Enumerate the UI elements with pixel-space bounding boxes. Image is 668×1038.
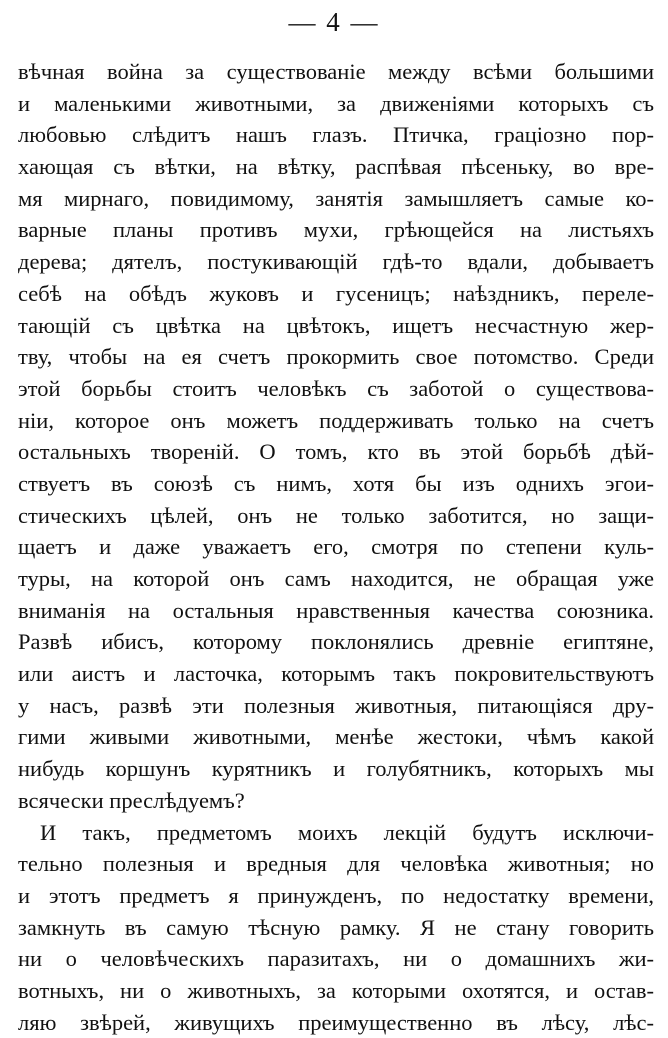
paragraph-1 xyxy=(18,56,654,817)
text-line: всячески преслѣдуемъ? xyxy=(18,785,654,817)
text-line: нибудь коршунъ курятникъ и голубятникъ, которыхъ мы xyxy=(18,753,654,785)
text-line: тельно полезныя и вредныя для человѣка животныя; но xyxy=(18,848,654,880)
text-line: хающая съ вѣтки, на вѣтку, распѣвая пѣсеньку, во вре- xyxy=(18,151,654,183)
text-line: тающій съ цвѣтка на цвѣтокъ, ищетъ несчастную жер- xyxy=(18,310,654,342)
text-line: вниманія на остальныя нравственныя качества союзника. xyxy=(18,595,654,627)
text-line: туры, на которой онъ самъ находится, не обращая уже xyxy=(18,563,654,595)
text-line: остальныхъ твореній. О томъ, кто въ этой борьбѣ дѣй- xyxy=(18,436,654,468)
text-line: и маленькими животными, за движеніями которыхъ съ xyxy=(18,88,654,120)
text-line: И такъ, предметомъ моихъ лекцій будутъ исключи- xyxy=(18,817,654,849)
text-line: Развѣ ибисъ, которому поклонялись древніе египтяне, xyxy=(18,626,654,658)
text-line: вотныхъ, ни о животныхъ, за которыми охотятся, и остав- xyxy=(18,975,654,1007)
paragraph-2 xyxy=(18,817,654,1038)
text-line: ніи, которое онъ можетъ поддерживать только на счетъ xyxy=(18,405,654,437)
text-line: или аистъ и ласточка, которымъ такъ покровительствуютъ xyxy=(18,658,654,690)
page-number: — 4 — xyxy=(0,4,668,40)
text-line: тву, чтобы на ея счетъ прокормить свое потомство. Среди xyxy=(18,341,654,373)
text-line: вѣчная война за существованіе между всѣми большими xyxy=(18,56,654,88)
text-line: любовью слѣдитъ нашъ глазъ. Птичка, граціозно пор- xyxy=(18,119,654,151)
text-line: этой борьбы стоитъ человѣкъ съ заботой о существова- xyxy=(18,373,654,405)
text-line: и этотъ предметъ я принужденъ, по недостатку времени, xyxy=(18,880,654,912)
text-line: гими живыми животными, менѣе жестоки, чѣмъ какой xyxy=(18,721,654,753)
text-line: замкнуть въ самую тѣсную рамку. Я не стану говорить xyxy=(18,912,654,944)
text-line: ляю звѣрей, живущихъ преимущественно въ лѣсу, лѣс- xyxy=(18,1007,654,1038)
text-line: варные планы противъ мухи, грѣющейся на листьяхъ xyxy=(18,214,654,246)
body-text xyxy=(18,56,654,1038)
text-line: мя мирнаго, повидимому, занятія замышляетъ самые ко- xyxy=(18,183,654,215)
text-line: у насъ, развѣ эти полезныя животныя, питающіяся дру- xyxy=(18,690,654,722)
text-line: ни о человѣческихъ паразитахъ, ни о домашнихъ жи- xyxy=(18,943,654,975)
text-line: дерева; дятелъ, постукивающій гдѣ-то вдали, добываетъ xyxy=(18,246,654,278)
text-line: щаетъ и даже уважаетъ его, смотря по степени куль- xyxy=(18,531,654,563)
text-line: ствуетъ въ союзѣ съ нимъ, хотя бы изъ однихъ эгои- xyxy=(18,468,654,500)
text-line: стическихъ цѣлей, онъ не только заботится, но защи- xyxy=(18,500,654,532)
text-line: себѣ на обѣдъ жуковъ и гусеницъ; наѣздникъ, переле- xyxy=(18,278,654,310)
